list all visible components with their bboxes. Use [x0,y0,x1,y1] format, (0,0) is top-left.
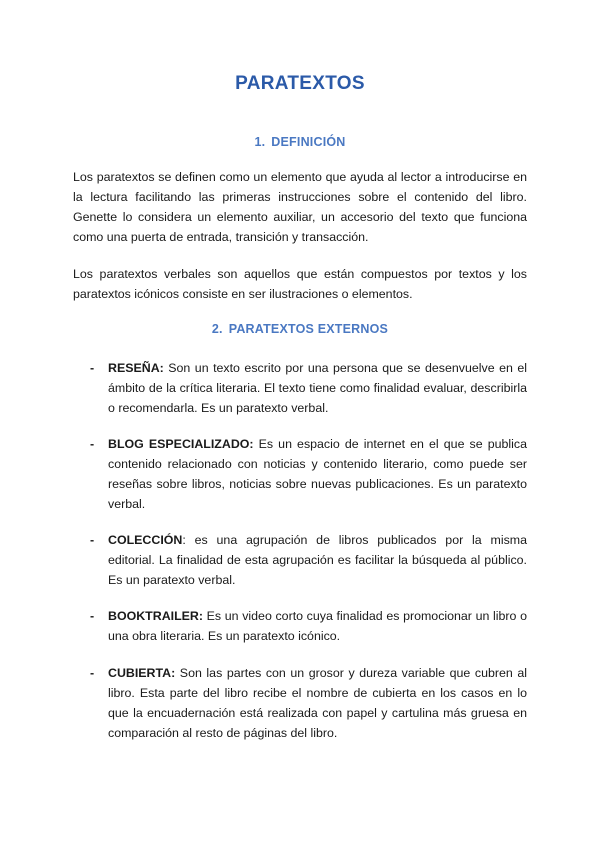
section-heading-paratextos-externos [0,322,600,336]
item-description: Es un espacio de internet en el que se publica contenido relacionado con noticias y contenido literario, como puede ser reseñas sobre libros, noticias sobre nuevas publicaciones. Es un paratexto verbal. [108,437,528,511]
item-description: Son las partes con un grosor y dureza variable que cubren al libro. Esta parte del libro recibe el nombre de cubierta en los casos en lo que la encuadernación está realizada con papel y cartulina más gruesa en comparación al resto de páginas del libro. [108,666,527,740]
item-description: Son un texto escrito por una persona que se desenvuelve en el ámbito de la crítica literaria. El texto tiene como finalidad evaluar, describirla o recomendarla. Es un paratexto verbal. [108,361,527,415]
bullet-dash: - [90,361,95,375]
item-term: COLECCIÓN [108,533,183,547]
section-title: DEFINICIÓN [271,135,346,149]
item-description: : es una agrupación de libros publicados por la misma editorial. La finalidad de esta agrupación es facilitar la búsqueda al público. Es un paratexto verbal. [108,533,527,587]
list-item-resena [90,358,527,418]
bullet-dash: - [90,666,95,680]
item-description: Es un video corto cuya finalidad es promocionar un libro o una obra literaria. Es un paratexto icónico. [108,609,527,643]
list-item-cubierta [90,663,527,743]
paragraph: Los paratextos verbales son aquellos que están compuestos por textos y los paratextos icónicos consiste en ser ilustraciones o elementos. [73,267,527,301]
list-item-coleccion [90,530,527,590]
item-term: BLOG ESPECIALIZADO: [108,437,254,451]
list-item-blog-especializado [90,434,527,514]
bullet-dash: - [90,533,95,547]
list-item-booktrailer [90,606,527,646]
section-title: PARATEXTOS EXTERNOS [228,322,389,336]
section-heading-definicion [0,135,600,149]
section-number: 1. [254,135,266,149]
item-term: BOOKTRAILER: [108,609,203,623]
bullet-dash: - [90,437,95,451]
paragraph: Los paratextos se definen como un elemento que ayuda al lector a introducirse en la lectura facilitando las primeras instrucciones sobre el contenido del libro. Genette lo considera un elemento auxiliar, un accesorio del texto que funciona como una puerta de entrada, transición y transacción. [73,170,527,244]
item-term: RESEÑA: [108,361,164,375]
item-term: CUBIERTA: [108,666,176,680]
section-number: 2. [211,322,223,336]
page-title: PARATEXTOS [235,73,365,94]
bullet-dash: - [90,609,95,623]
